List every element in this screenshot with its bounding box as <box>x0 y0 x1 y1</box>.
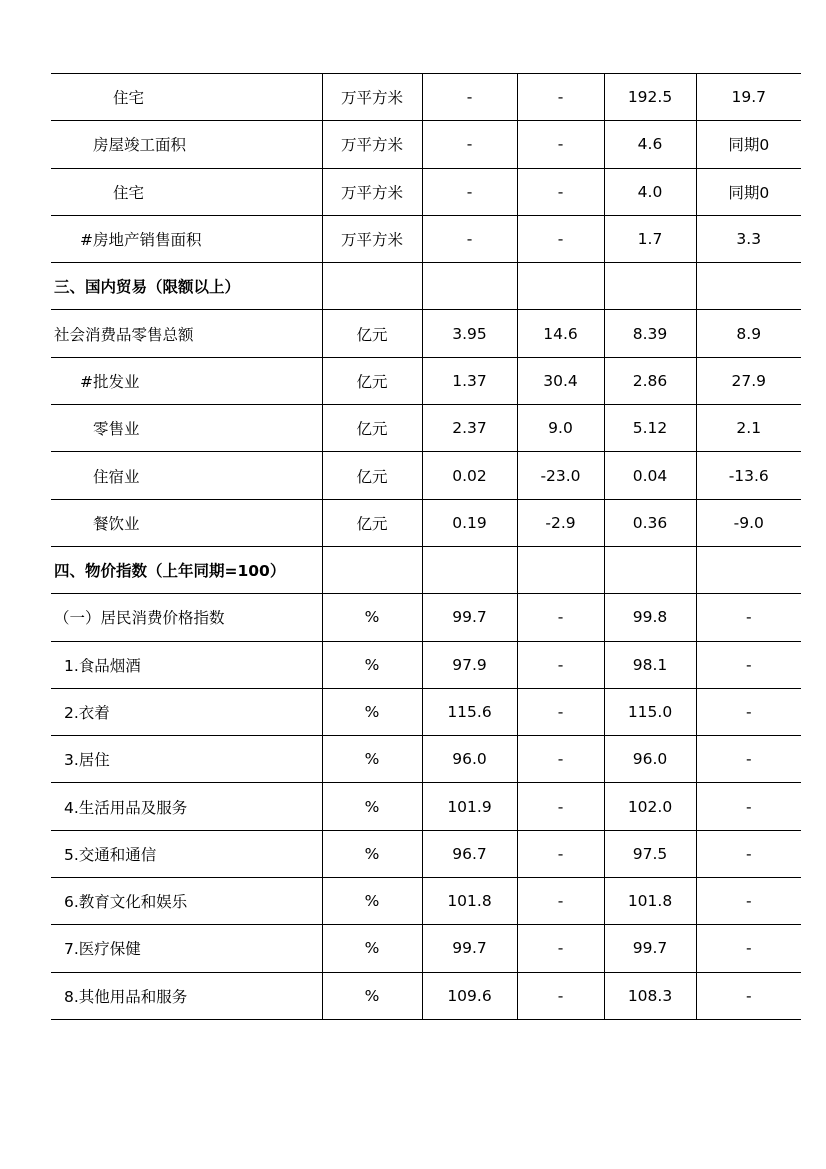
value-cell-1: 3.95 <box>422 310 517 357</box>
value-cell-2: - <box>517 594 604 641</box>
value-cell-2: - <box>517 121 604 168</box>
value-cell-3: 99.8 <box>604 594 696 641</box>
value-cell-1: 115.6 <box>422 688 517 735</box>
indicator-name-cell: 2.衣着 <box>51 688 322 735</box>
value-cell-3: 96.0 <box>604 736 696 783</box>
value-cell-2: 9.0 <box>517 405 604 452</box>
table-row <box>51 736 801 783</box>
table-body <box>51 74 801 1020</box>
value-cell-2: - <box>517 972 604 1019</box>
unit-cell: % <box>322 925 422 972</box>
value-cell-1: 97.9 <box>422 641 517 688</box>
table-row <box>51 74 801 121</box>
indicator-name-cell: 住宿业 <box>51 452 322 499</box>
value-cell-1: 109.6 <box>422 972 517 1019</box>
indicator-name-cell: #批发业 <box>51 357 322 404</box>
value-cell-2: - <box>517 168 604 215</box>
value-cell-3: 192.5 <box>604 74 696 121</box>
value-cell-3: 101.8 <box>604 878 696 925</box>
unit-cell: 万平方米 <box>322 168 422 215</box>
value-cell-3: 115.0 <box>604 688 696 735</box>
value-cell-1: - <box>422 168 517 215</box>
unit-cell: 亿元 <box>322 310 422 357</box>
value-cell-3 <box>604 263 696 310</box>
table-row <box>51 310 801 357</box>
value-cell-1 <box>422 263 517 310</box>
value-cell-2: - <box>517 641 604 688</box>
value-cell-4: - <box>696 783 801 830</box>
table-row <box>51 925 801 972</box>
statistics-table <box>51 73 801 1020</box>
value-cell-4 <box>696 546 801 593</box>
indicator-name-cell: 6.教育文化和娱乐 <box>51 878 322 925</box>
value-cell-4: - <box>696 830 801 877</box>
unit-cell: 万平方米 <box>322 215 422 262</box>
value-cell-2: 14.6 <box>517 310 604 357</box>
table-row <box>51 263 801 310</box>
indicator-name-cell: 8.其他用品和服务 <box>51 972 322 1019</box>
table-row <box>51 972 801 1019</box>
value-cell-1: 0.19 <box>422 499 517 546</box>
unit-cell: % <box>322 972 422 1019</box>
indicator-name-cell: 社会消费品零售总额 <box>51 310 322 357</box>
value-cell-1: - <box>422 74 517 121</box>
unit-cell: 亿元 <box>322 499 422 546</box>
value-cell-3: 108.3 <box>604 972 696 1019</box>
value-cell-2: - <box>517 783 604 830</box>
value-cell-4: -9.0 <box>696 499 801 546</box>
value-cell-2: - <box>517 688 604 735</box>
value-cell-4: -13.6 <box>696 452 801 499</box>
value-cell-3: 1.7 <box>604 215 696 262</box>
unit-cell <box>322 263 422 310</box>
value-cell-1: 0.02 <box>422 452 517 499</box>
value-cell-3: 99.7 <box>604 925 696 972</box>
value-cell-2: - <box>517 736 604 783</box>
value-cell-2: - <box>517 925 604 972</box>
table-row <box>51 783 801 830</box>
table-row <box>51 121 801 168</box>
value-cell-3: 4.0 <box>604 168 696 215</box>
value-cell-4: 同期0 <box>696 121 801 168</box>
table-row <box>51 215 801 262</box>
value-cell-1: - <box>422 215 517 262</box>
value-cell-3 <box>604 546 696 593</box>
value-cell-1: 96.7 <box>422 830 517 877</box>
value-cell-4: 3.3 <box>696 215 801 262</box>
indicator-name-cell: 住宅 <box>51 74 322 121</box>
table-row <box>51 499 801 546</box>
value-cell-4: 8.9 <box>696 310 801 357</box>
value-cell-4: - <box>696 736 801 783</box>
value-cell-3: 8.39 <box>604 310 696 357</box>
value-cell-3: 0.36 <box>604 499 696 546</box>
unit-cell <box>322 546 422 593</box>
indicator-name-cell: 房屋竣工面积 <box>51 121 322 168</box>
unit-cell: % <box>322 594 422 641</box>
value-cell-1: 96.0 <box>422 736 517 783</box>
indicator-name-cell: 餐饮业 <box>51 499 322 546</box>
indicator-name-cell: 3.居住 <box>51 736 322 783</box>
value-cell-1: 2.37 <box>422 405 517 452</box>
unit-cell: % <box>322 783 422 830</box>
value-cell-4: - <box>696 878 801 925</box>
unit-cell: % <box>322 736 422 783</box>
value-cell-2 <box>517 546 604 593</box>
unit-cell: 万平方米 <box>322 121 422 168</box>
value-cell-2: - <box>517 878 604 925</box>
value-cell-2: - <box>517 74 604 121</box>
table-row <box>51 546 801 593</box>
value-cell-4: - <box>696 925 801 972</box>
table-row <box>51 830 801 877</box>
table-row <box>51 594 801 641</box>
table-row <box>51 641 801 688</box>
value-cell-3: 4.6 <box>604 121 696 168</box>
table-row <box>51 878 801 925</box>
indicator-name-cell: 1.食品烟酒 <box>51 641 322 688</box>
indicator-name-cell: 四、物价指数（上年同期=100） <box>51 546 322 593</box>
indicator-name-cell: 4.生活用品及服务 <box>51 783 322 830</box>
value-cell-1: 101.8 <box>422 878 517 925</box>
value-cell-4: - <box>696 641 801 688</box>
value-cell-3: 2.86 <box>604 357 696 404</box>
value-cell-4: - <box>696 972 801 1019</box>
table-row <box>51 452 801 499</box>
value-cell-4: - <box>696 688 801 735</box>
value-cell-4: 2.1 <box>696 405 801 452</box>
value-cell-2 <box>517 263 604 310</box>
indicator-name-cell: 7.医疗保健 <box>51 925 322 972</box>
value-cell-2: -2.9 <box>517 499 604 546</box>
unit-cell: 亿元 <box>322 405 422 452</box>
value-cell-4: 19.7 <box>696 74 801 121</box>
value-cell-2: - <box>517 215 604 262</box>
value-cell-3: 97.5 <box>604 830 696 877</box>
value-cell-1: 101.9 <box>422 783 517 830</box>
value-cell-2: - <box>517 830 604 877</box>
unit-cell: % <box>322 878 422 925</box>
unit-cell: 万平方米 <box>322 74 422 121</box>
unit-cell: 亿元 <box>322 357 422 404</box>
table-row <box>51 688 801 735</box>
indicator-name-cell: #房地产销售面积 <box>51 215 322 262</box>
table-row <box>51 357 801 404</box>
value-cell-1: 1.37 <box>422 357 517 404</box>
indicator-name-cell: 住宅 <box>51 168 322 215</box>
value-cell-3: 5.12 <box>604 405 696 452</box>
table-row <box>51 168 801 215</box>
indicator-name-cell: 5.交通和通信 <box>51 830 322 877</box>
unit-cell: % <box>322 641 422 688</box>
value-cell-2: -23.0 <box>517 452 604 499</box>
indicator-name-cell: 三、国内贸易（限额以上） <box>51 263 322 310</box>
value-cell-1: 99.7 <box>422 594 517 641</box>
value-cell-4: - <box>696 594 801 641</box>
value-cell-1: 99.7 <box>422 925 517 972</box>
table-row <box>51 405 801 452</box>
unit-cell: % <box>322 830 422 877</box>
value-cell-1: - <box>422 121 517 168</box>
indicator-name-cell: （一）居民消费价格指数 <box>51 594 322 641</box>
value-cell-1 <box>422 546 517 593</box>
unit-cell: % <box>322 688 422 735</box>
value-cell-2: 30.4 <box>517 357 604 404</box>
unit-cell: 亿元 <box>322 452 422 499</box>
value-cell-3: 98.1 <box>604 641 696 688</box>
value-cell-3: 0.04 <box>604 452 696 499</box>
value-cell-4 <box>696 263 801 310</box>
value-cell-4: 27.9 <box>696 357 801 404</box>
value-cell-3: 102.0 <box>604 783 696 830</box>
indicator-name-cell: 零售业 <box>51 405 322 452</box>
value-cell-4: 同期0 <box>696 168 801 215</box>
